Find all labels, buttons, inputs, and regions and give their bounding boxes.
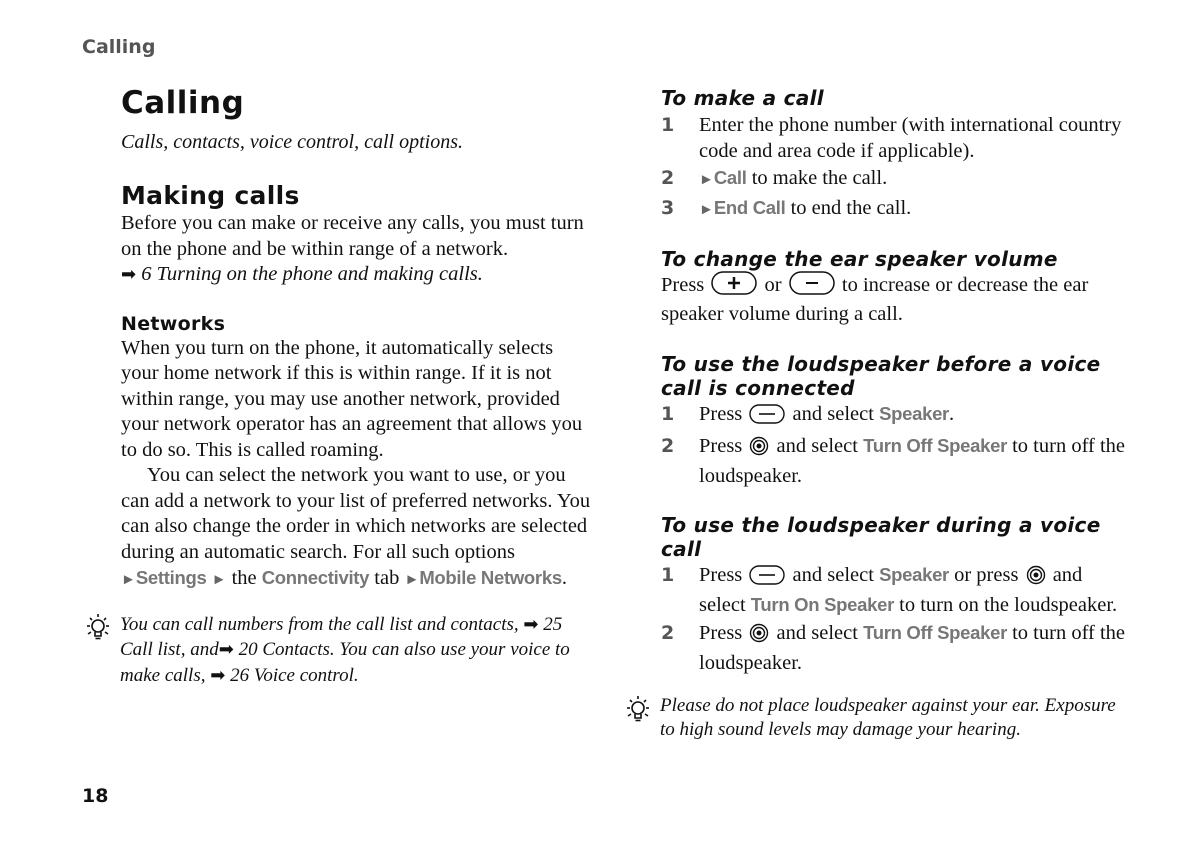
- step-text: [699, 195, 1131, 223]
- menu-call: Call: [713, 167, 747, 188]
- page-number: 18: [82, 785, 109, 807]
- making-calls-text: [121, 211, 591, 288]
- loudspeaker-during-heading: To use the loudspeaker during a voice call: [661, 512, 1101, 561]
- page-subtitle: Calls, contacts, voice control, call options.: [121, 131, 463, 153]
- press-word: Press: [699, 403, 743, 425]
- and-select-text: and select: [792, 403, 874, 425]
- tip-line-1: You can call numbers from the call list and contacts,: [120, 613, 519, 635]
- networks-para-2: [121, 463, 591, 594]
- right-tip-text: Please do not place loudspeaker against your ear. Exposure to high sound levels may damage your hearing.: [660, 694, 1116, 740]
- press-word: Press: [699, 621, 743, 644]
- right-arrow-icon: ➡: [210, 664, 226, 685]
- menu-connectivity: Connectivity: [261, 567, 370, 588]
- loudspeaker-before-steps: [661, 401, 1131, 489]
- menu-path-triangle-icon: ►: [699, 201, 714, 218]
- lightbulb-icon: [622, 694, 660, 743]
- step-3-text: to end the call.: [790, 196, 912, 219]
- navigation-key-icon: [749, 623, 769, 650]
- running-head: Calling: [82, 36, 156, 58]
- step-rest: to turn on the loudspeaker.: [899, 594, 1118, 616]
- and-select-text: and select: [776, 434, 858, 457]
- step-number: 2: [661, 434, 675, 457]
- press-word: Press: [699, 434, 743, 457]
- making-calls-reference-link[interactable]: 6 Turning on the phone and making calls.: [141, 263, 483, 285]
- menu-settings: Settings: [135, 567, 207, 588]
- step-text: [699, 401, 1131, 431]
- ear-volume-heading: To change the ear speaker volume: [661, 246, 1058, 271]
- step-text: [699, 562, 1131, 618]
- loudspeaker-before-heading: To use the loudspeaker before a voice call is connected: [661, 351, 1101, 400]
- menu-turn-off-speaker: Turn Off Speaker: [863, 434, 1007, 456]
- navigation-key-icon: [1026, 565, 1046, 592]
- lightbulb-icon: [82, 612, 120, 689]
- step-number: 2: [661, 167, 675, 189]
- list-item: [661, 195, 1131, 223]
- or-press-text: or press: [954, 564, 1019, 586]
- soft-key-icon: [749, 565, 785, 592]
- navigation-key-icon: [749, 436, 769, 463]
- step-2-text: to make the call.: [751, 167, 888, 189]
- list-item: [661, 620, 1131, 676]
- right-arrow-icon: ➡: [523, 613, 539, 634]
- step-number: 3: [661, 196, 675, 219]
- menu-path-triangle-icon: ►: [121, 572, 136, 588]
- step-number: 2: [661, 621, 675, 644]
- step-text: Enter the phone number (with international country code and area code if applicable).: [699, 113, 1122, 162]
- loudspeaker-during-steps: [661, 562, 1131, 676]
- press-word: Press: [661, 273, 705, 296]
- menu-turn-off-speaker: Turn Off Speaker: [863, 621, 1007, 643]
- list-item: [661, 562, 1131, 618]
- making-calls-heading: Making calls: [121, 181, 300, 210]
- step-number: 1: [661, 113, 675, 136]
- step-rest: to turn off the loudspeaker.: [699, 434, 1126, 487]
- list-item: [661, 401, 1131, 431]
- menu-path-triangle-icon: ►: [699, 172, 714, 188]
- left-column: [121, 84, 591, 688]
- networks-para-2-text: You can select the network you want to use, or you can add a network to your list of preferred networks. You can also change the order in which networks are selected during an automatic search. For all such options: [121, 464, 591, 563]
- step-rest: to turn off the loudspeaker.: [699, 621, 1126, 674]
- step-number: 1: [661, 403, 675, 425]
- right-tip: [661, 694, 1131, 743]
- ear-volume-text: [661, 271, 1131, 328]
- left-tip: [121, 612, 591, 689]
- period: .: [561, 567, 567, 589]
- right-arrow-icon: ➡: [121, 264, 137, 284]
- menu-path-triangle-icon: ►: [404, 572, 420, 588]
- making-calls-body: Before you can make or receive any calls, you must turn on the phone and be within range of a network.: [121, 212, 584, 260]
- page-title: Calling: [121, 85, 245, 121]
- soft-key-icon: [749, 404, 785, 431]
- step-number: 1: [661, 564, 675, 586]
- right-arrow-icon: ➡: [218, 639, 234, 659]
- press-word: Press: [699, 564, 743, 586]
- list-item: [661, 112, 1131, 164]
- the-word: the: [231, 567, 257, 589]
- volume-up-key-icon: [711, 271, 757, 303]
- menu-mobile-networks: Mobile Networks: [419, 567, 562, 588]
- voice-control-reference-link[interactable]: 26 Voice control.: [230, 664, 359, 686]
- contacts-reference-link[interactable]: 20 Contacts. You can also use your voice to make calls,: [120, 639, 570, 686]
- menu-turn-on-speaker: Turn On Speaker: [750, 594, 894, 615]
- and-select-text: and select: [699, 564, 1083, 616]
- step-text: [699, 433, 1131, 489]
- networks-para-1: When you turn on the phone, it automatically selects your home network if this is within range. If it is not within range, you may use another network, provided your network operator has an agreement that allows you to do so. This is called roaming.: [121, 336, 583, 461]
- period: .: [948, 403, 955, 425]
- menu-speaker: Speaker: [879, 564, 949, 585]
- menu-end-call: End Call: [713, 196, 786, 218]
- tab-word: tab: [374, 567, 400, 589]
- step-text: [699, 620, 1131, 676]
- ear-volume-rest: to increase or decrease the ear speaker volume during a call.: [661, 273, 1089, 325]
- networks-heading: Networks: [121, 312, 226, 335]
- menu-path-triangle-icon: ►: [211, 572, 227, 588]
- volume-down-key-icon: [789, 271, 835, 303]
- and-select-text: and select: [792, 564, 874, 586]
- menu-speaker: Speaker: [879, 403, 949, 424]
- make-call-heading: To make a call: [661, 86, 824, 110]
- and-select-text: and select: [776, 621, 858, 644]
- step-text: [699, 165, 1131, 193]
- or-word: or: [764, 273, 782, 296]
- left-tip-text: [120, 612, 591, 689]
- list-item: [661, 433, 1131, 489]
- right-column: [661, 86, 1131, 743]
- call-list-reference-link[interactable]: 25 Call list, and: [120, 613, 563, 660]
- list-item: [661, 165, 1131, 193]
- make-call-steps: [661, 112, 1131, 223]
